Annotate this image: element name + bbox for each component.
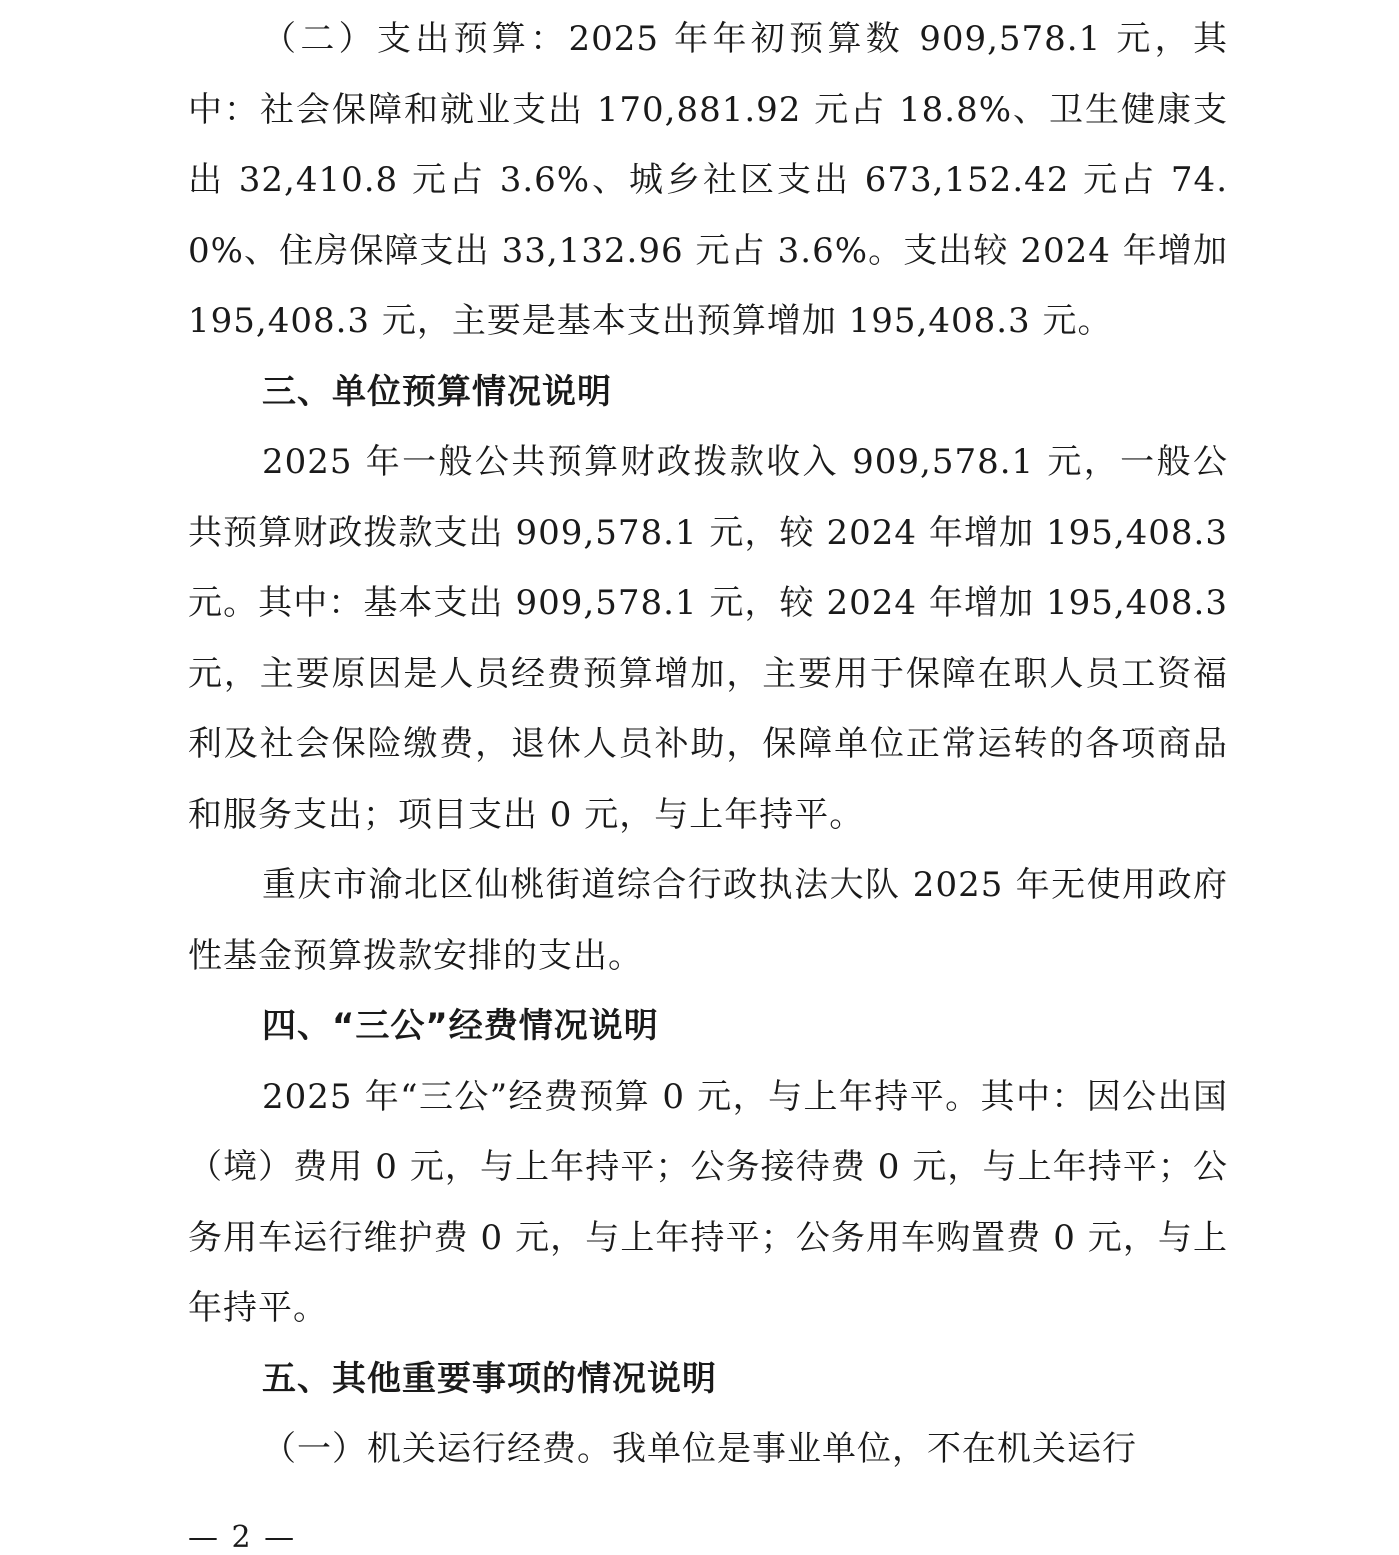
heading-section-3: 三、单位预算情况说明 — [262, 371, 612, 412]
paragraph-operating-expenses: （一）机关运行经费。我单位是事业单位，不在机关运行 — [262, 1429, 1137, 1469]
paragraph-expenditure-budget: （二）支出预算：2025 年年初预算数 909,578.1 元，其中：社会保障和就业支出 170,881.92 元占 18.8%、卫生健康支出 32,410.8 元占 3.6%、城乡社区支出 673,152.42 元占 74.0%、住房保障支出 33,132.96 元占 3.6%。支出较 2024 年增加 195,408.3 元，主要是基本支出预算增加 195,408.3 元。 — [188, 19, 1228, 341]
paragraph-three-public-expenses: 2025 年“三公”经费预算 0 元，与上年持平。其中：因公出国（境）费用 0 元，与上年持平；公务接待费 0 元，与上年持平；公务用车运行维护费 0 元，与上年持平；公务用车购置费 0 元，与上年持平。 — [188, 1076, 1228, 1328]
heading-section-4: 四、“三公”经费情况说明 — [262, 1006, 659, 1046]
page-number: — 2 — — [188, 1520, 297, 1555]
document-body — [188, 4, 1228, 1485]
paragraph-government-fund: 重庆市渝北区仙桃街道综合行政执法大队 2025 年无使用政府性基金预算拨款安排的支出。 — [188, 865, 1228, 976]
heading-section-5: 五、其他重要事项的情况说明 — [262, 1358, 717, 1399]
paragraph-general-budget: 2025 年一般公共预算财政拨款收入 909,578.1 元，一般公共预算财政拨款支出 909,578.1 元，较 2024 年增加 195,408.3 元。其中：基本支出 909,578.1 元，较 2024 年增加 195,408.3 元，主要原因是人员经费预算增加，主要用于保障在职人员工资福利及社会保险缴费，退休人员补助，保障单位正常运转的各项商品和服务支出；项目支出 0 元，与上年持平。 — [188, 442, 1228, 835]
